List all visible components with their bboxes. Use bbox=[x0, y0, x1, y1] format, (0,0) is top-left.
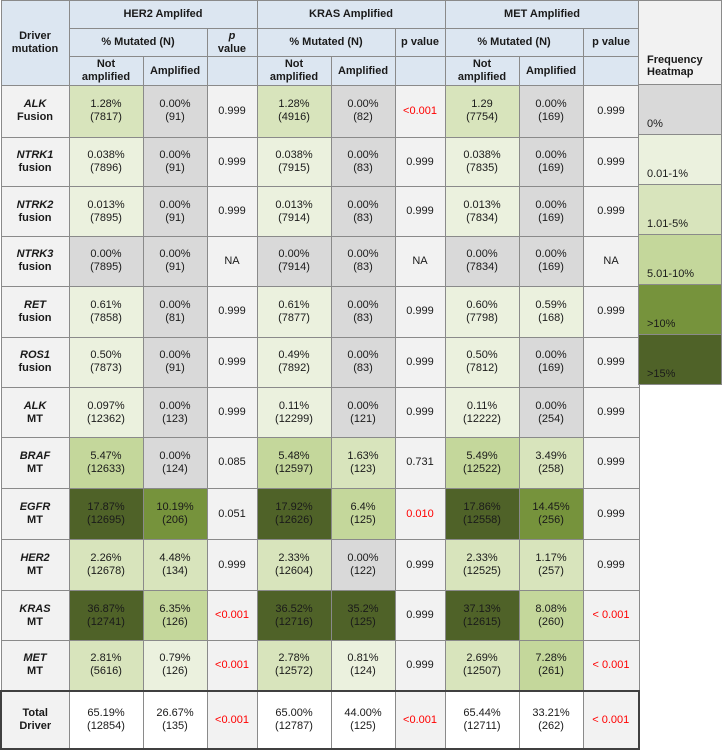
p-value-cell: < 0.001 bbox=[583, 640, 639, 691]
value-cell: 0.00% (91) bbox=[143, 237, 207, 287]
value-cell: 0.00% (121) bbox=[331, 388, 395, 438]
value-cell: 0.00% (124) bbox=[143, 437, 207, 488]
p-value-cell: 0.999 bbox=[395, 640, 445, 691]
p-value-cell: 0.999 bbox=[207, 388, 257, 438]
table-row bbox=[1, 337, 639, 388]
value-cell: 36.87% (12741) bbox=[69, 591, 143, 641]
p-value-cell: 0.731 bbox=[395, 437, 445, 488]
value-cell: 0.038% (7896) bbox=[69, 137, 143, 187]
value-cell: 17.86% (12558) bbox=[445, 488, 519, 540]
value-cell: 2.81% (5616) bbox=[69, 640, 143, 691]
p-value-cell: 0.999 bbox=[207, 337, 257, 388]
row-label: ROS1 fusion bbox=[1, 337, 69, 388]
p-value-cell: 0.999 bbox=[583, 137, 639, 187]
value-cell: 0.11% (12299) bbox=[257, 388, 331, 438]
her2-amplified-subheader: Amplified bbox=[143, 57, 207, 86]
p-value-cell: 0.999 bbox=[583, 286, 639, 337]
p-value-cell: NA bbox=[395, 237, 445, 287]
value-cell: 0.79% (126) bbox=[143, 640, 207, 691]
value-cell: 2.69% (12507) bbox=[445, 640, 519, 691]
p-value-cell: 0.999 bbox=[395, 591, 445, 641]
p-value-cell: <0.001 bbox=[395, 86, 445, 138]
kras-amplified-subheader: Amplified bbox=[331, 57, 395, 86]
value-cell: 0.00% (91) bbox=[143, 86, 207, 138]
kras-p-header: p value bbox=[395, 29, 445, 57]
p-value-cell: 0.999 bbox=[207, 286, 257, 337]
value-cell: 6.35% (126) bbox=[143, 591, 207, 641]
legend-bin: 0% bbox=[638, 85, 722, 135]
value-cell: 0.013% (7895) bbox=[69, 187, 143, 237]
total-p-value-cell: <0.001 bbox=[207, 691, 257, 749]
driver-mutation-header: Driver mutation bbox=[1, 1, 69, 86]
value-cell: 0.61% (7858) bbox=[69, 286, 143, 337]
p-value-cell: 0.999 bbox=[395, 540, 445, 591]
p-value-cell: 0.999 bbox=[395, 187, 445, 237]
p-value-cell: 0.010 bbox=[395, 488, 445, 540]
met-amplified-header: MET Amplified bbox=[445, 1, 639, 29]
p-value-cell: NA bbox=[583, 237, 639, 287]
met-p-blank bbox=[583, 57, 639, 86]
table-row bbox=[1, 286, 639, 337]
value-cell: 0.00% (169) bbox=[519, 86, 583, 138]
value-cell: 10.19% (206) bbox=[143, 488, 207, 540]
total-p-value-cell: < 0.001 bbox=[583, 691, 639, 749]
value-cell: 0.097% (12362) bbox=[69, 388, 143, 438]
value-cell: 36.52% (12716) bbox=[257, 591, 331, 641]
total-value-cell: 44.00% (125) bbox=[331, 691, 395, 749]
value-cell: 0.00% (91) bbox=[143, 337, 207, 388]
table-row bbox=[1, 640, 639, 691]
value-cell: 0.038% (7835) bbox=[445, 137, 519, 187]
met-p-header: p value bbox=[583, 29, 639, 57]
p-value-cell: 0.999 bbox=[395, 337, 445, 388]
total-value-cell: 26.67% (135) bbox=[143, 691, 207, 749]
value-cell: 0.00% (83) bbox=[331, 137, 395, 187]
value-cell: 17.92% (12626) bbox=[257, 488, 331, 540]
table-row bbox=[1, 488, 639, 540]
value-cell: 0.11% (12222) bbox=[445, 388, 519, 438]
her2-amplified-header: HER2 Amplifed bbox=[69, 1, 257, 29]
row-label: RET fusion bbox=[1, 286, 69, 337]
value-cell: 0.00% (123) bbox=[143, 388, 207, 438]
total-label: Total Driver bbox=[1, 691, 69, 749]
her2-p-header: p value bbox=[207, 29, 257, 57]
p-value-cell: 0.999 bbox=[395, 286, 445, 337]
kras-pct-header: % Mutated (N) bbox=[257, 29, 395, 57]
row-label: MET MT bbox=[1, 640, 69, 691]
value-cell: 35.2% (125) bbox=[331, 591, 395, 641]
value-cell: 37.13% (12615) bbox=[445, 591, 519, 641]
row-label: NTRK3 fusion bbox=[1, 237, 69, 287]
table-row bbox=[1, 388, 639, 438]
her2-pct-header: % Mutated (N) bbox=[69, 29, 207, 57]
her2-not-amplified-header: Not amplified bbox=[69, 57, 143, 86]
row-label: NTRK2 fusion bbox=[1, 187, 69, 237]
value-cell: 0.50% (7812) bbox=[445, 337, 519, 388]
value-cell: 2.26% (12678) bbox=[69, 540, 143, 591]
p-value-cell: 0.999 bbox=[583, 437, 639, 488]
p-value-cell: <0.001 bbox=[207, 591, 257, 641]
value-cell: 4.48% (134) bbox=[143, 540, 207, 591]
value-cell: 17.87% (12695) bbox=[69, 488, 143, 540]
her2-p-blank bbox=[207, 57, 257, 86]
row-label: ALK Fusion bbox=[1, 86, 69, 138]
p-value-cell: 0.051 bbox=[207, 488, 257, 540]
row-label: EGFR MT bbox=[1, 488, 69, 540]
value-cell: 0.00% (91) bbox=[143, 187, 207, 237]
value-cell: 1.29 (7754) bbox=[445, 86, 519, 138]
value-cell: 0.038% (7915) bbox=[257, 137, 331, 187]
value-cell: 2.33% (12604) bbox=[257, 540, 331, 591]
table-row bbox=[1, 540, 639, 591]
row-label: BRAF MT bbox=[1, 437, 69, 488]
value-cell: 0.00% (169) bbox=[519, 237, 583, 287]
row-label: ALK MT bbox=[1, 388, 69, 438]
legend-bin: 0.01-1% bbox=[638, 135, 722, 185]
row-label: NTRK1 fusion bbox=[1, 137, 69, 187]
value-cell: 0.59% (168) bbox=[519, 286, 583, 337]
met-amplified-subheader: Amplified bbox=[519, 57, 583, 86]
p-value-cell: 0.999 bbox=[583, 388, 639, 438]
value-cell: 2.33% (12525) bbox=[445, 540, 519, 591]
total-p-value-cell: <0.001 bbox=[395, 691, 445, 749]
p-value-cell: < 0.001 bbox=[583, 591, 639, 641]
value-cell: 0.013% (7834) bbox=[445, 187, 519, 237]
total-value-cell: 65.44% (12711) bbox=[445, 691, 519, 749]
p-value-cell: 0.085 bbox=[207, 437, 257, 488]
legend-title: Frequency Heatmap bbox=[638, 0, 722, 85]
value-cell: 0.60% (7798) bbox=[445, 286, 519, 337]
p-value-cell: <0.001 bbox=[207, 640, 257, 691]
table-row bbox=[1, 137, 639, 187]
value-cell: 0.00% (7895) bbox=[69, 237, 143, 287]
p-value-cell: 0.999 bbox=[583, 540, 639, 591]
value-cell: 0.00% (83) bbox=[331, 286, 395, 337]
met-not-amplified-header: Not amplified bbox=[445, 57, 519, 86]
value-cell: 0.013% (7914) bbox=[257, 187, 331, 237]
value-cell: 0.00% (81) bbox=[143, 286, 207, 337]
value-cell: 5.47% (12633) bbox=[69, 437, 143, 488]
p-value-cell: 0.999 bbox=[583, 488, 639, 540]
table-row bbox=[1, 437, 639, 488]
legend-bin: >10% bbox=[638, 285, 722, 335]
table-row bbox=[1, 237, 639, 287]
p-value-cell: NA bbox=[207, 237, 257, 287]
kras-p-blank bbox=[395, 57, 445, 86]
row-label: HER2 MT bbox=[1, 540, 69, 591]
p-value-cell: 0.999 bbox=[207, 187, 257, 237]
value-cell: 0.49% (7892) bbox=[257, 337, 331, 388]
met-pct-header: % Mutated (N) bbox=[445, 29, 583, 57]
p-value-cell: 0.999 bbox=[207, 540, 257, 591]
value-cell: 1.17% (257) bbox=[519, 540, 583, 591]
value-cell: 7.28% (261) bbox=[519, 640, 583, 691]
kras-not-amplified-header: Not amplified bbox=[257, 57, 331, 86]
table-row bbox=[1, 591, 639, 641]
p-value-cell: 0.999 bbox=[583, 337, 639, 388]
value-cell: 1.63% (123) bbox=[331, 437, 395, 488]
total-row bbox=[1, 691, 639, 749]
value-cell: 3.49% (258) bbox=[519, 437, 583, 488]
value-cell: 0.00% (254) bbox=[519, 388, 583, 438]
value-cell: 0.00% (122) bbox=[331, 540, 395, 591]
value-cell: 0.00% (169) bbox=[519, 337, 583, 388]
value-cell: 0.81% (124) bbox=[331, 640, 395, 691]
value-cell: 1.28% (4916) bbox=[257, 86, 331, 138]
p-value-cell: 0.999 bbox=[583, 187, 639, 237]
value-cell: 5.48% (12597) bbox=[257, 437, 331, 488]
value-cell: 0.00% (7914) bbox=[257, 237, 331, 287]
total-value-cell: 65.00% (12787) bbox=[257, 691, 331, 749]
value-cell: 0.00% (83) bbox=[331, 337, 395, 388]
value-cell: 0.00% (169) bbox=[519, 187, 583, 237]
value-cell: 0.00% (82) bbox=[331, 86, 395, 138]
legend-bin: 1.01-5% bbox=[638, 185, 722, 235]
p-value-cell: 0.999 bbox=[207, 86, 257, 138]
legend-bin: >15% bbox=[638, 335, 722, 385]
value-cell: 1.28% (7817) bbox=[69, 86, 143, 138]
value-cell: 0.61% (7877) bbox=[257, 286, 331, 337]
value-cell: 0.00% (91) bbox=[143, 137, 207, 187]
total-value-cell: 65.19% (12854) bbox=[69, 691, 143, 749]
p-value-cell: 0.999 bbox=[395, 137, 445, 187]
p-value-cell: 0.999 bbox=[395, 388, 445, 438]
row-label: KRAS MT bbox=[1, 591, 69, 641]
table-row bbox=[1, 187, 639, 237]
value-cell: 0.00% (83) bbox=[331, 237, 395, 287]
value-cell: 6.4% (125) bbox=[331, 488, 395, 540]
p-value-cell: 0.999 bbox=[583, 86, 639, 138]
value-cell: 5.49% (12522) bbox=[445, 437, 519, 488]
kras-amplified-header: KRAS Amplified bbox=[257, 1, 445, 29]
p-value-cell: 0.999 bbox=[207, 137, 257, 187]
value-cell: 0.50% (7873) bbox=[69, 337, 143, 388]
value-cell: 14.45% (256) bbox=[519, 488, 583, 540]
table-row bbox=[1, 86, 639, 138]
value-cell: 0.00% (7834) bbox=[445, 237, 519, 287]
value-cell: 0.00% (83) bbox=[331, 187, 395, 237]
legend-bin: 5.01-10% bbox=[638, 235, 722, 285]
value-cell: 0.00% (169) bbox=[519, 137, 583, 187]
value-cell: 2.78% (12572) bbox=[257, 640, 331, 691]
value-cell: 8.08% (260) bbox=[519, 591, 583, 641]
total-value-cell: 33.21% (262) bbox=[519, 691, 583, 749]
